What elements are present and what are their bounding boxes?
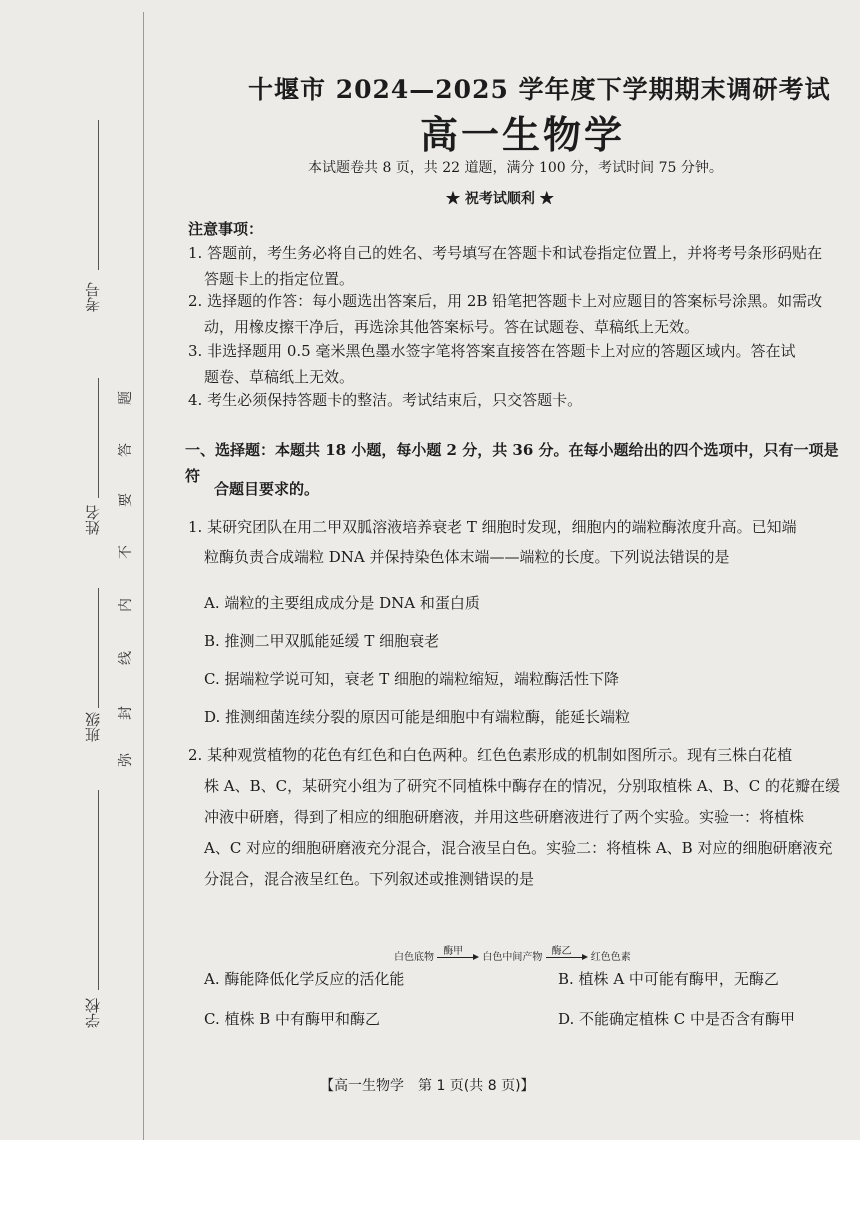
exam-content [185,0,850,1140]
name-label: 姓名 [84,505,102,535]
page-footer: 【高一生物学 第 1 页(共 8 页)】 [320,1078,535,1094]
seal-char-8: 题 [118,391,134,405]
binding-margin [0,0,150,1140]
question-2-line-3: 冲液中研磨，得到了相应的细胞研磨液，并用这些研磨液进行了两个实验。实验一：将植株 [204,808,805,826]
seal-char-6: 要 [118,493,134,507]
seal-char-4: 内 [118,598,134,612]
notice-item-1-cont: 答题卡上的指定位置。 [204,270,355,288]
enzyme1-arrow [437,946,479,962]
name-field-line [98,378,99,498]
enzyme2-label: 酶乙 [551,946,572,957]
intermediate-label: 白色中间产物 [482,952,543,963]
notice-item-4 [188,387,848,413]
question-1-stem [188,512,850,572]
notice-item-4-line: 4. 考生必须保持答题卡的整洁。考试结束后，只交答题卡。 [188,391,583,409]
question-2-line-2: 株 A、B、C，某研究小组为了研究不同植株中酶存在的情况，分别取植株 A、B、C 的花瓣在缓 [204,777,840,795]
binding-line [143,12,144,1140]
substrate-label: 白色底物 [394,952,434,963]
good-luck-line: ★ 祝考试顺利 ★ [446,191,554,207]
pigment-pathway-diagram [394,948,631,963]
class-label: 班级 [84,712,102,742]
question-1-option-c: C. 据端粒学说可知，衰老 T 细胞的端粒缩短，端粒酶活性下降 [204,670,620,688]
school-label: 学校 [84,998,102,1028]
class-field-line [98,588,99,708]
question-2-option-c: C. 植株 B 中有酶甲和酶乙 [204,1010,381,1028]
question-2-stem [188,740,850,895]
enzyme1-label: 酶甲 [443,946,464,957]
seal-char-3: 线 [118,651,134,665]
seal-char-7: 答 [118,443,134,457]
question-2-line-4: A、C 对应的细胞研磨液充分混合，混合液呈白色。实验二：将植株 A、B 对应的细胞研磨液充 [204,839,833,857]
section-heading-line2: 合题目要求的。 [214,480,320,498]
notice-item-1-line: 1. 答题前，考生务必将自己的姓名、考号填写在答题卡和试卷指定位置上，并将考号条形码贴在 [188,244,823,262]
notice-heading: 注意事项： [188,220,264,238]
notice-item-3-cont: 题卷、草稿纸上无效。 [204,368,355,386]
question-2-line-5: 分混合，混合液呈红色。下列叙述或推测错误的是 [204,870,535,888]
question-1-line-2: 粒酶负责合成端粒 DNA 并保持染色体末端——端粒的长度。下列说法错误的是 [204,548,730,566]
exam-no-label: 考号 [84,282,102,312]
section-heading-line1: 一、选择题：本题共 18 小题，每小题 2 分，共 36 分。在每小题给出的四个选项中，只有一项是符 [185,441,839,485]
subject-title: 高一生物学 [420,112,626,157]
question-1-option-a: A. 端粒的主要组成成分是 DNA 和蛋白质 [204,594,480,612]
seal-char-2: 封 [118,706,134,720]
question-2-option-b: B. 植株 A 中可能有酶甲，无酶乙 [558,970,779,988]
question-2-option-d: D. 不能确定植株 C 中是否含有酶甲 [558,1010,796,1028]
seal-char-1: 弥 [118,753,134,767]
notice-item-3-line: 3. 非选择题用 0.5 毫米黑色墨水签字笔将答案直接答在答题卡上对应的答题区域内。答在试 [188,342,796,360]
enzyme2-arrow [546,946,588,962]
notice-item-2-cont: 动，用橡皮擦干净后，再选涂其他答案标号。答在试题卷、草稿纸上无效。 [204,318,700,336]
question-1-option-d: D. 推测细菌连续分裂的原因可能是细胞中有端粒酶，能延长端粒 [204,708,631,726]
notice-item-1 [188,240,848,292]
question-2-line-1: 2. 某种观赏植物的花色有红色和白色两种。红色色素形成的机制如图所示。现有三株白花植 [188,746,793,764]
exam-no-field-line [98,120,99,270]
school-field-line [98,790,99,990]
notice-item-3 [188,338,848,390]
question-1-option-b: B. 推测二甲双胍能延缓 T 细胞衰老 [204,632,440,650]
seal-char-5: 不 [118,545,134,559]
exam-title: 十堰市 2024—2025 学年度下学期期末调研考试 [248,75,831,104]
notice-item-2-line: 2. 选择题的作答：每小题选出答案后，用 2B 铅笔把答题卡上对应题目的答案标号涂黑。如需改 [188,292,823,310]
question-2-option-a: A. 酶能降低化学反应的活化能 [204,970,405,988]
question-1-line-1: 1. 某研究团队在用二甲双胍溶液培养衰老 T 细胞时发现，细胞内的端粒酶浓度升高。已知端 [188,518,797,536]
notice-item-2 [188,288,848,340]
exam-info: 本试题卷共 8 页，共 22 道题，满分 100 分，考试时间 75 分钟。 [308,160,723,176]
product-label: 红色色素 [590,952,631,963]
